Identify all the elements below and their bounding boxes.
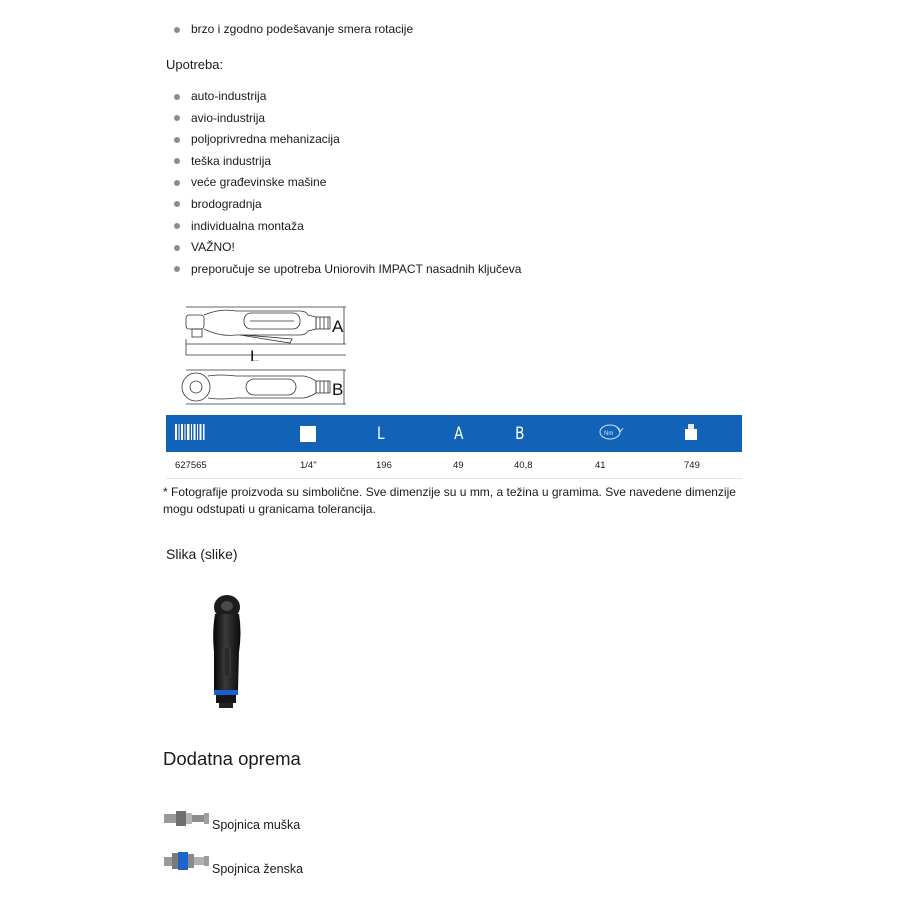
accessory-female-coupling[interactable] (164, 850, 304, 876)
bullet-icon (174, 137, 180, 143)
dimension-a-label: A (332, 317, 344, 336)
header-b: B (515, 423, 525, 444)
header-a: A (454, 423, 464, 444)
header-torque (586, 415, 675, 452)
bullet-icon (174, 201, 180, 207)
cell-drive: 1/4" (291, 452, 367, 479)
svg-text:Nm: Nm (604, 431, 614, 437)
bullet-icon (174, 266, 180, 272)
spec-table (166, 415, 742, 479)
list-item: veće građevinske mašine (174, 172, 521, 194)
images-heading: Slika (slike) (166, 546, 238, 562)
square-drive-icon (300, 426, 316, 442)
cell-a: 49 (444, 452, 505, 479)
weight-icon (684, 424, 698, 440)
list-item: auto-industrija (174, 86, 521, 108)
barcode-icon (175, 424, 205, 440)
dimension-l-label: L (250, 347, 260, 361)
cell-code: 627565 (166, 452, 291, 479)
header-weight (675, 415, 742, 452)
bullet-icon (174, 94, 180, 100)
footnote: * Fotografije proizvoda su simbolične. Sve dimenzije su u mm, a težina u gramima. Sve navedene dimenzije mogu odstupati u granicama tolerancija. (163, 485, 736, 516)
list-item: poljoprivredna mehanizacija (174, 129, 521, 151)
list-item: teška industrija (174, 151, 521, 173)
usage-heading: Upotreba: (166, 57, 224, 72)
bullet-icon (174, 158, 180, 164)
accessory-male-coupling[interactable] (164, 808, 301, 832)
dimension-b-label: B (332, 380, 344, 399)
accessories-heading: Dodatna oprema (163, 748, 301, 769)
list-item: brzo i zgodno podešavanje smera rotacije (174, 19, 413, 41)
feature-list (174, 19, 413, 41)
spec-table-header (166, 415, 742, 452)
list-item: preporučuje se upotreba Uniorovih IMPACT nasadnih ključeva (174, 259, 521, 281)
list-item: brodogradnja (174, 194, 521, 216)
cell-torque: 41 (586, 452, 675, 479)
bullet-icon (174, 245, 180, 251)
header-l: L (376, 423, 385, 444)
list-item: VAŽNO! (174, 237, 521, 259)
torque-icon (595, 423, 625, 441)
cell-weight: 749 (675, 452, 742, 479)
cell-l: 196 (367, 452, 444, 479)
header-drive (291, 415, 367, 452)
cell-b: 40,8 (505, 452, 586, 479)
technical-drawing-side (180, 299, 350, 361)
accessory-label[interactable]: Spojnica ženska (212, 862, 304, 876)
bullet-icon (174, 27, 180, 33)
female-coupling-icon (164, 850, 210, 872)
bullet-icon (174, 180, 180, 186)
list-item: individualna montaža (174, 216, 521, 238)
bullet-icon (174, 223, 180, 229)
accessory-label[interactable]: Spojnica muška (212, 818, 301, 832)
header-code (166, 415, 291, 452)
product-photo (200, 592, 250, 712)
usage-list (174, 86, 521, 280)
table-row (166, 452, 742, 479)
technical-drawing-top (180, 368, 350, 408)
list-item: avio-industrija (174, 108, 521, 130)
bullet-icon (174, 115, 180, 121)
male-coupling-icon (164, 808, 210, 828)
